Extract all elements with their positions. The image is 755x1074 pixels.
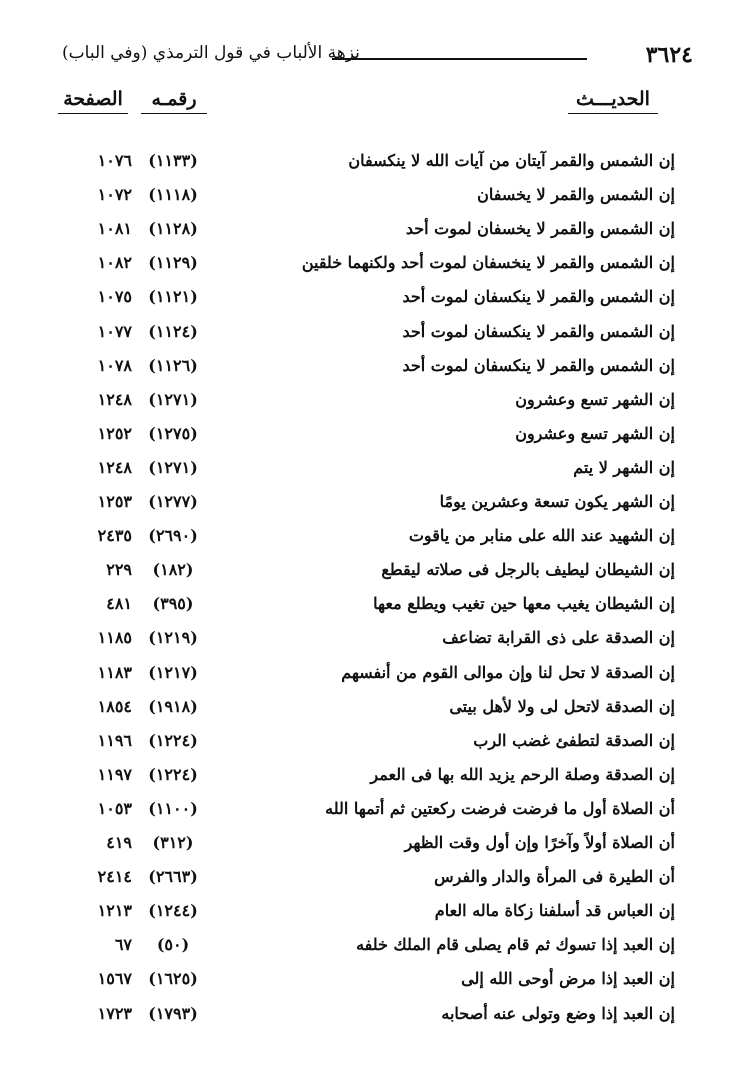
page-reference: ١٢٥٣	[97, 492, 132, 511]
index-row	[0, 280, 755, 314]
index-row	[0, 178, 755, 212]
page-reference: ١٢١٣	[97, 901, 132, 921]
page-reference: ٤٨١	[106, 594, 132, 614]
page-reference: ١٥٦٧	[97, 969, 132, 989]
hadith-number: (١٢٢٤)	[148, 764, 198, 784]
hadith-text: إن العبد إذا مرض أوحى الله إلى	[461, 969, 675, 989]
page-reference: ١٢٤٨	[97, 389, 132, 409]
index-row	[0, 962, 755, 996]
page-reference: ٢٤٣٥	[97, 526, 132, 546]
page-reference: ٦٧	[114, 935, 132, 955]
hadith-text: إن الشيطان ليطيف بالرجل فى صلاته ليقطع	[381, 560, 675, 580]
index-row	[0, 451, 755, 485]
hadith-text: أن الطيرة فى المرأة والدار والفرس	[434, 867, 675, 887]
hadith-number: (١٢١٩)	[148, 628, 198, 648]
column-heading-page-label: الصفحة	[63, 88, 123, 110]
hadith-number: (١٢٤٤)	[148, 901, 198, 921]
hadith-text: إن الشمس والقمر لا ينكسفان لموت أحد	[402, 321, 675, 341]
hadith-number: (١١١٨)	[148, 185, 198, 205]
hadith-number: (٣١٢)	[152, 833, 194, 852]
page-reference: ١٠٨١	[97, 219, 132, 239]
page-reference: ١١٨٥	[97, 628, 132, 648]
page-reference: ١٢٥٢	[97, 423, 132, 443]
index-row	[0, 621, 755, 655]
hadith-number: (١٢٧١)	[148, 389, 198, 409]
page-reference: ١١٩٦	[97, 730, 132, 750]
hadith-text: أن الصلاة أولاً وآخرًا وإن أول وقت الظهر	[404, 833, 675, 852]
index-row	[0, 894, 755, 928]
page-reference: ١٠٧٧	[97, 321, 132, 341]
hadith-number: (١٩١٨)	[148, 696, 198, 716]
hadith-text: إن الصدقة لتطفئ غضب الرب	[473, 730, 675, 750]
hadith-number: (٢٦٦٣)	[148, 867, 198, 887]
hadith-number: (١١٢٨)	[148, 219, 198, 239]
page-reference: ١١٩٧	[97, 764, 132, 784]
hadith-number: (١١٢٤)	[148, 321, 198, 341]
hadith-text: إن الصدقة لاتحل لى ولا لأهل بيتى	[449, 696, 675, 716]
hadith-number: (١٢٢٤)	[148, 730, 198, 750]
hadith-number: (١٦٢٥)	[148, 969, 198, 989]
hadith-text: إن الشهيد عند الله على منابر من ياقوت	[408, 526, 675, 546]
page-reference: ١٠٧٢	[97, 185, 132, 205]
page-reference: ١٠٥٣	[97, 798, 132, 818]
index-row	[0, 315, 755, 349]
page-reference: ١٨٥٤	[97, 696, 132, 716]
hadith-text: إن العبد إذا تسوك ثم قام يصلى قام الملك خلفه	[356, 935, 675, 955]
hadith-number: (٥٠)	[156, 935, 190, 955]
hadith-number: (١١٣٣)	[148, 151, 198, 170]
column-heading-hadith-label: الحديـــث	[576, 88, 650, 110]
index-row	[0, 997, 755, 1031]
hadith-text: إن العبد إذا وضع وتولى عنه أصحابه	[441, 1003, 675, 1023]
page-reference: ١٢٤٨	[97, 457, 132, 477]
hadith-text: إن الشمس والقمر لا ينكسفان لموت أحد	[402, 355, 675, 375]
index-row	[0, 587, 755, 621]
hadith-text: إن الشمس والقمر لا يخسفان	[477, 185, 675, 205]
hadith-number: (١٨٢)	[152, 560, 194, 580]
hadith-text: إن الصدقة على ذى القرابة تضاعف	[442, 628, 675, 648]
hadith-number: (١٧٩٣)	[148, 1003, 198, 1023]
page-number: ٣٦٢٤	[645, 42, 693, 68]
page-reference: ١٠٧٥	[97, 287, 132, 307]
index-row	[0, 519, 755, 553]
hadith-number: (١١٢٩)	[148, 253, 198, 273]
page-reference: ١٠٧٦	[97, 151, 132, 170]
hadith-text: إن الشمس والقمر لا يخسفان لموت أحد	[405, 219, 675, 239]
page-reference: ١٠٨٢	[97, 253, 132, 273]
hadith-text: إن الشمس والقمر آيتان من آيات الله لا ينكسفان	[348, 151, 675, 170]
page-reference: ١٧٢٣	[97, 1003, 132, 1023]
hadith-text: إن الصدقة لا تحل لنا وإن موالى القوم من أنفسهم	[341, 662, 675, 682]
index-row	[0, 724, 755, 758]
book-title: نزهة الألباب في قول الترمذي (وفي الباب)	[62, 43, 360, 63]
hadith-number: (٢٦٩٠)	[148, 526, 198, 546]
index-row	[0, 383, 755, 417]
hadith-number: (١١٠٠)	[148, 798, 198, 818]
hadith-text: أن الصلاة أول ما فرضت فرضت ركعتين ثم أتمها الله	[325, 798, 675, 818]
hadith-number: (١٢١٧)	[148, 662, 198, 682]
column-heading-number-label: رقمـه	[151, 88, 197, 110]
index-row	[0, 792, 755, 826]
hadith-text: إن الشمس والقمر لا ينكسفان لموت أحد	[402, 287, 675, 307]
hadith-text: إن الشهر تسع وعشرون	[515, 389, 675, 409]
page-reference: ٢٢٩	[106, 560, 132, 580]
page-reference: ٢٤١٤	[97, 867, 132, 887]
index-row	[0, 758, 755, 792]
page-reference: ٤١٩	[106, 833, 132, 852]
page-reference: ١١٨٣	[97, 662, 132, 682]
hadith-number: (٣٩٥)	[152, 594, 194, 614]
index-row	[0, 246, 755, 280]
index-row	[0, 417, 755, 451]
index-row	[0, 826, 755, 860]
hadith-number: (١٢٧٥)	[148, 423, 198, 443]
hadith-text: إن الشيطان يغيب معها حين تغيب ويطلع معها	[373, 594, 675, 614]
hadith-number: (١٢٧١)	[148, 457, 198, 477]
hadith-text: إن الشمس والقمر لا ينخسفان لموت أحد ولكنهما خلقين	[301, 253, 675, 273]
hadith-number: (١١٢١)	[148, 287, 198, 307]
hadith-text: إن العباس قد أسلفنا زكاة ماله العام	[434, 901, 675, 921]
index-row	[0, 349, 755, 383]
index-row	[0, 860, 755, 894]
index-row	[0, 928, 755, 962]
hadith-number: (١٢٧٧)	[148, 492, 198, 511]
index-row	[0, 212, 755, 246]
index-row	[0, 485, 755, 519]
index-row	[0, 553, 755, 587]
hadith-text: إن الشهر يكون تسعة وعشرين يومًا	[439, 492, 675, 511]
hadith-number: (١١٢٦)	[148, 355, 198, 375]
page-reference: ١٠٧٨	[97, 355, 132, 375]
index-row	[0, 690, 755, 724]
hadith-text: إن الشهر لا يتم	[573, 457, 675, 477]
index-row	[0, 656, 755, 690]
hadith-text: إن الصدقة وصلة الرحم يزيد الله بها فى العمر	[370, 764, 675, 784]
hadith-text: إن الشهر تسع وعشرون	[515, 423, 675, 443]
index-row	[0, 144, 755, 178]
